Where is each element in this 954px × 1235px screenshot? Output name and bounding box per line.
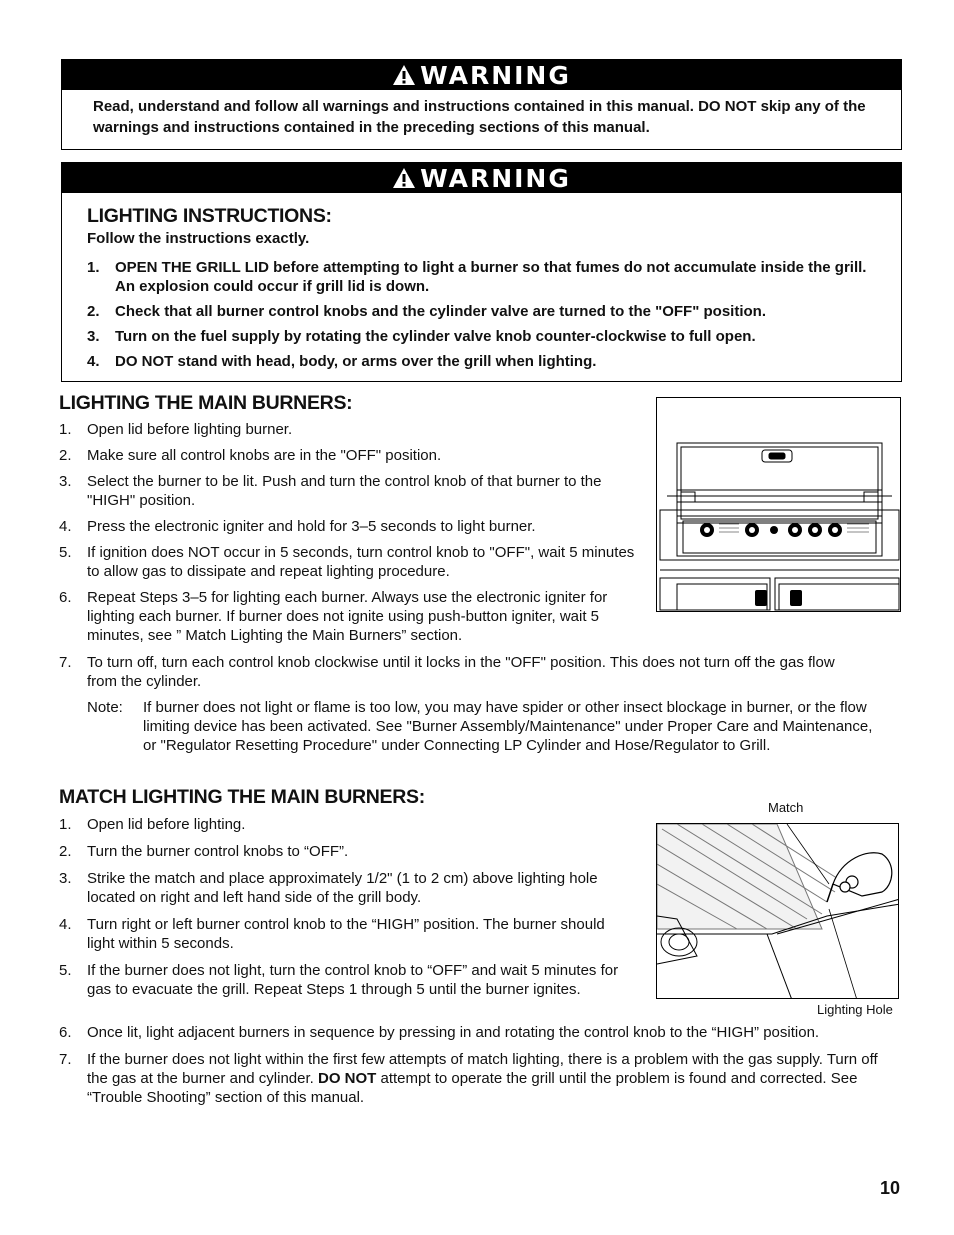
list-item: 2. Check that all burner control knobs and the cylinder valve are turned to the "OFF" position. (87, 303, 766, 320)
warning-banner (62, 163, 901, 193)
warning-banner (62, 60, 901, 90)
main-burners-list-continued (59, 653, 864, 691)
match-lighting-illustration (656, 823, 899, 999)
warning-triangle-icon (392, 64, 416, 86)
match-caption: Match (768, 800, 804, 815)
list-item: 4. Turn right or left burner control knob to the “HIGH” position. The burner should light within 5 seconds. (59, 916, 605, 952)
list-item: 1. Open lid before lighting burner. (59, 421, 293, 438)
note-text: If burner does not light or flame is too low, you may have spider or other insect blockage in burner, or the flow limiting device has been activated. See "Burner Assembly/Maintenance" under Proper Care and Maintenance, or "Regulator Resetting Procedure" under Connecting LP Cylinder and Hose/Regulator to Grill. (143, 699, 873, 754)
grill-illustration (656, 397, 901, 612)
list-item: 7. To turn off, turn each control knob clockwise until it locks in the "OFF" position. This does not turn off the gas flow from the cylinder. (59, 654, 835, 690)
match-lighting-list-continued (59, 1023, 879, 1107)
list-item: 4. DO NOT stand with head, body, or arms over the grill when lighting. (87, 353, 597, 370)
warning-triangle-icon (392, 167, 416, 189)
lighting-hole-caption: Lighting Hole (817, 1002, 893, 1017)
list-item: 1. OPEN THE GRILL LID before attempting to light a burner so that fumes do not accumulate inside the grill. An explosion could occur if grill lid is down. (87, 259, 867, 295)
list-item: 6. Repeat Steps 3–5 for lighting each burner. Always use the electronic igniter for lighting each burner. If burner does not ignite using push-button igniter, wait 5 minutes, see ” Match Lighting the Main Burners” section. (59, 589, 608, 644)
list-item: 2. Make sure all control knobs are in the "OFF" position. (59, 447, 442, 464)
list-item: 4. Press the electronic igniter and hold for 3–5 seconds to light burner. (59, 518, 536, 535)
warning-box-general (61, 59, 902, 150)
grill-drawing (657, 398, 901, 612)
lighting-instructions-title: LIGHTING INSTRUCTIONS: (87, 205, 332, 227)
list-item: 3. Select the burner to be lit. Push and turn the control knob of that burner to the "HIGH" position. (59, 473, 602, 509)
note-label: Note: (87, 699, 123, 716)
match-lighting-list (59, 815, 629, 999)
list-item: 6. Once lit, light adjacent burners in sequence by pressing in and rotating the control knob to the “HIGH” position. (59, 1024, 820, 1041)
main-burners-list (59, 420, 639, 645)
match-lighting-title: MATCH LIGHTING THE MAIN BURNERS: (59, 786, 425, 808)
warning-label: WARNING (420, 60, 571, 90)
warning-text: Read, understand and follow all warnings and instructions contained in this manual. DO NOT skip any of the warnings and instructions contained in the preceding sections of this manual. (93, 98, 866, 136)
lighting-instructions-list (87, 258, 887, 371)
list-item: 7. If the burner does not light within the first few attempts of match lighting, there is a problem with the gas supply. Turn off the gas at the burner and cylinder. DO NOT attempt to operate the grill until the problem is found and corrected. See “Trouble Shooting” section of this manual. (59, 1051, 878, 1106)
lighting-instructions-subtitle: Follow the instructions exactly. (87, 230, 310, 247)
list-item: 5. If the burner does not light, turn the control knob to “OFF” and wait 5 minutes for gas to evacuate the grill. Repeat Steps 1 through 5 until the burner ignites. (59, 962, 619, 998)
list-item: 3. Turn on the fuel supply by rotating the cylinder valve knob counter-clockwise to full open. (87, 328, 756, 345)
main-burners-title: LIGHTING THE MAIN BURNERS: (59, 392, 353, 414)
warning-label: WARNING (420, 163, 571, 193)
list-item: 2. Turn the burner control knobs to “OFF”. (59, 843, 349, 860)
list-item: 5. If ignition does NOT occur in 5 seconds, turn control knob to "OFF", wait 5 minutes to allow gas to dissipate and repeat lighting procedure. (59, 544, 635, 580)
list-item: 1. Open lid before lighting. (59, 816, 246, 833)
list-item: 3. Strike the match and place approximately 1/2" (1 to 2 cm) above lighting hole located on right and left hand side of the grill body. (59, 870, 598, 906)
match-lighting-drawing (657, 824, 899, 999)
page-number: 10 (879, 1178, 900, 1198)
